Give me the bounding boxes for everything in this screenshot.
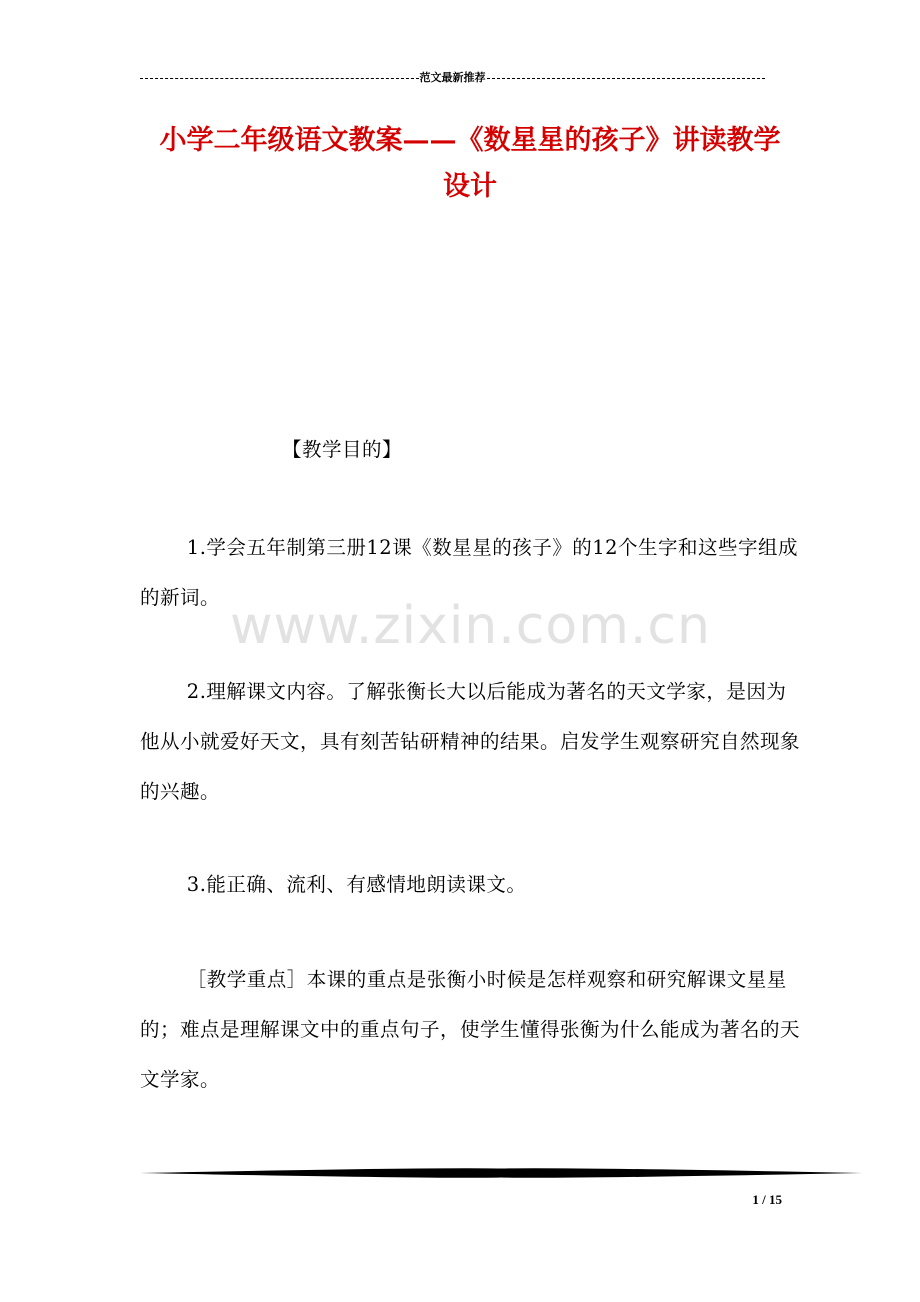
header-dashes-right bbox=[487, 78, 766, 79]
header-label: 范文最新推荐 bbox=[419, 71, 486, 84]
key-points-paragraph: ［教学重点］本课的重点是张衡小时候是怎样观察和研究解课文星星的；难点是理解课文中的重点句子，使学生懂得张衡为什么能成为著名的天文学家。 bbox=[140, 968, 801, 1091]
section-heading: 【教学目的】 bbox=[282, 438, 403, 461]
objective-1: 1.学会五年制第三册12课《数星星的孩子》的12个生字和这些字组成的新词。 bbox=[140, 536, 799, 609]
title-line-1: 小学二年级语文教案——《数星星的孩子》讲读教学 bbox=[159, 125, 781, 156]
page-number: 1 / 15 bbox=[752, 1192, 782, 1207]
footer-divider bbox=[140, 1162, 862, 1184]
watermark: www.zixin.com.cn bbox=[230, 596, 711, 656]
header-dashes-left bbox=[140, 78, 419, 79]
header-banner bbox=[140, 68, 765, 86]
objective-3: 3.能正确、流利、有感情地朗读课文。 bbox=[186, 873, 527, 896]
document-title bbox=[140, 118, 800, 210]
title-line-2: 设计 bbox=[443, 171, 497, 202]
objective-2: 2.理解课文内容。了解张衡长大以后能成为著名的天文学家，是因为他从小就爱好天文，具有刻苦钻研精神的结果。启发学生观察研究自然现象的兴趣。 bbox=[140, 680, 801, 803]
